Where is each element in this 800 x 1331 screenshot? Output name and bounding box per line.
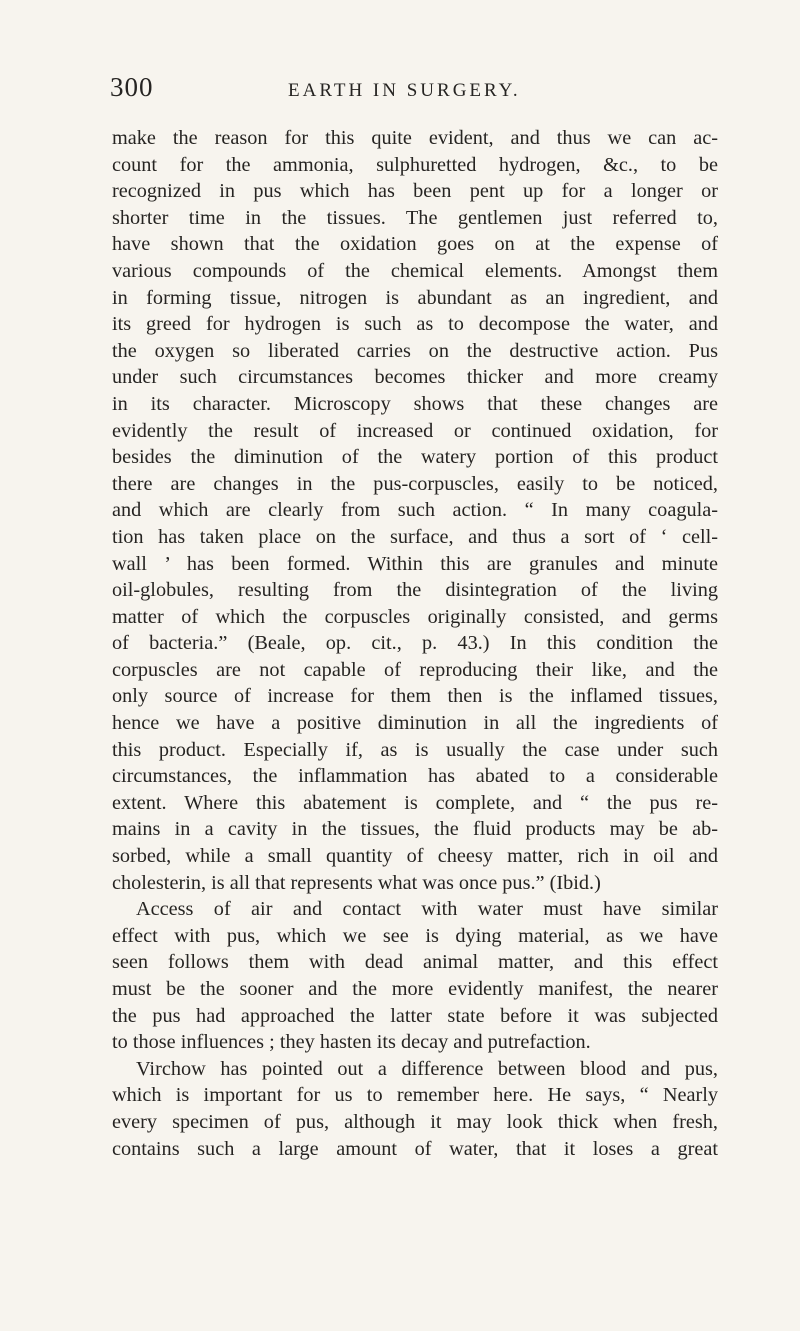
text-line: have shown that the oxidation goes on at the expense of [112, 233, 718, 256]
text-line: recognized in pus which has been pent up for a longer or [112, 180, 718, 203]
text-line: shorter time in the tissues. The gentlemen just referred to, [112, 206, 718, 229]
text-line: make the reason for this quite evident, and thus we can ac- [112, 127, 718, 149]
text-line: which is important for us to remember here. He says, “ Nearly [112, 1084, 718, 1107]
text-line: under such circumstances becomes thicker and more creamy [112, 366, 718, 389]
text-line: mains in a cavity in the tissues, the fluid products may be ab- [112, 818, 718, 841]
text-line: extent. Where this abatement is complete, and “ the pus re- [112, 791, 718, 814]
text-line: matter of which the corpuscles originally consisted, and germs [112, 605, 718, 628]
paragraph [112, 125, 718, 896]
text-line: cholesterin, is all that represents what was once pus.” (Ibid.) [112, 871, 601, 894]
text-line: in forming tissue, nitrogen is abundant as an ingredient, and [112, 286, 718, 309]
text-line: corpuscles are not capable of reproducing their like, and the [112, 658, 718, 681]
paragraph [112, 896, 718, 1056]
text-line: effect with pus, which we see is dying material, as we have [112, 924, 718, 947]
text-line: in its character. Microscopy shows that these changes are [112, 392, 718, 415]
text-line: of bacteria.” (Beale, op. cit., p. 43.) In this condition the [112, 632, 718, 655]
text-line: the pus had approached the latter state before it was subjected [112, 1004, 718, 1027]
text-line: and which are clearly from such action. “ In many coagula- [112, 499, 718, 522]
text-line: various compounds of the chemical elements. Amongst them [112, 259, 718, 282]
text-line: to those influences ; they hasten its decay and putrefaction. [112, 1031, 591, 1054]
text-line: sorbed, while a small quantity of cheesy matter, rich in oil and [112, 845, 718, 868]
text-line: its greed for hydrogen is such as to decompose the water, and [112, 313, 718, 336]
running-head-title: EARTH IN SURGERY. [288, 80, 521, 101]
text-line: only source of increase for them then is the inflamed tissues, [112, 685, 718, 708]
text-line: besides the diminution of the watery portion of this product [112, 446, 718, 469]
text-line: every specimen of pus, although it may look thick when fresh, [112, 1110, 718, 1133]
text-line: oil-globules, resulting from the disintegration of the living [112, 579, 718, 602]
text-line: Virchow has pointed out a difference between blood and pus, [136, 1057, 718, 1080]
text-line: must be the sooner and the more evidently manifest, the nearer [112, 978, 718, 1000]
body-text [112, 125, 718, 1162]
text-line: contains such a large amount of water, that it loses a great [112, 1137, 718, 1160]
text-line: Access of air and contact with water must have similar [136, 898, 718, 921]
running-head [110, 72, 730, 112]
text-line: count for the ammonia, sulphuretted hydrogen, &c., to be [112, 153, 718, 176]
text-line: wall ’ has been formed. Within this are granules and minute [112, 552, 718, 575]
paragraph [112, 1056, 718, 1162]
text-line: this product. Especially if, as is usually the case under such [112, 738, 718, 761]
text-line: hence we have a positive diminution in all the ingredients of [112, 712, 718, 735]
text-line: circumstances, the inflammation has abated to a considerable [112, 765, 718, 788]
page-number: 300 [110, 72, 154, 102]
text-line: the oxygen so liberated carries on the destructive action. Pus [112, 339, 718, 362]
text-line: there are changes in the pus-corpuscles, easily to be noticed, [112, 472, 718, 495]
text-line: seen follows them with dead animal matter, and this effect [112, 951, 718, 974]
text-line: evidently the result of increased or continued oxidation, for [112, 419, 718, 442]
text-line: tion has taken place on the surface, and thus a sort of ‘ cell- [112, 525, 718, 548]
